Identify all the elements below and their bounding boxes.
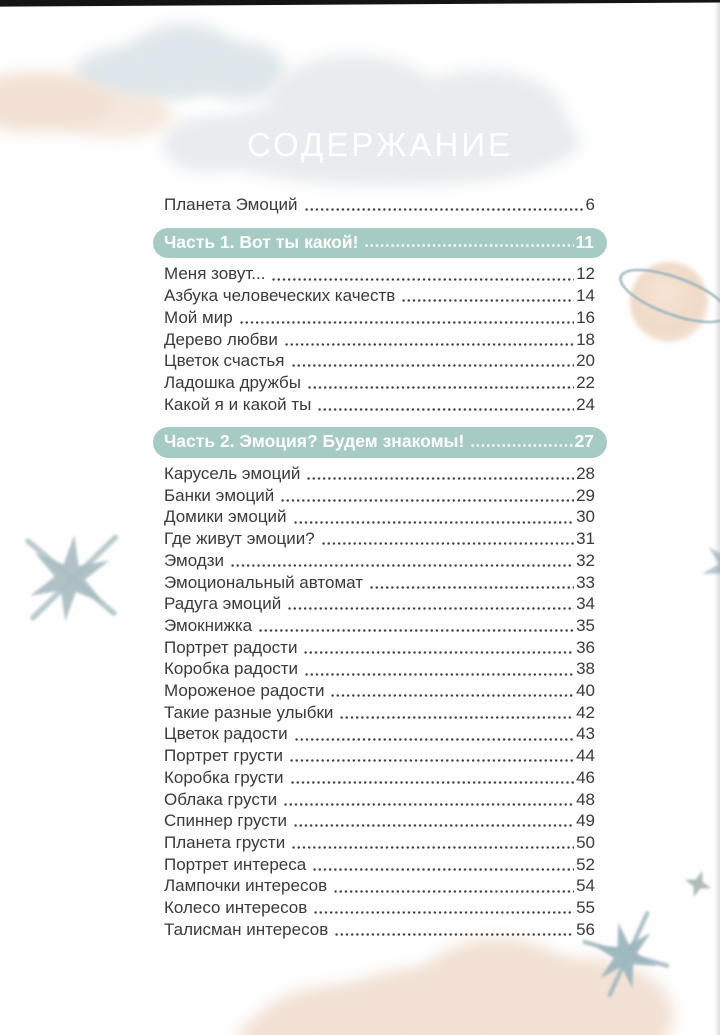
dot-leader	[339, 715, 574, 720]
toc-entry-label: Карусель эмоций	[164, 464, 301, 484]
toc-entry-page: 56	[576, 919, 595, 939]
toc-entry	[164, 528, 595, 550]
toc-entry-page: 20	[576, 351, 595, 371]
toc-entry	[164, 723, 595, 745]
toc-entry-label: Меня зовут...	[164, 264, 266, 284]
toc-entry-label: Какой я и какой ты	[164, 394, 312, 414]
dot-leader	[307, 385, 574, 390]
scan-edge-right	[714, 0, 720, 1035]
toc-entry-page: 14	[576, 286, 595, 306]
toc-part-header	[153, 228, 607, 259]
toc-entry	[164, 745, 595, 767]
toc-entry	[164, 615, 595, 637]
toc-entry-page: 24	[576, 394, 595, 414]
toc-entry-page: 50	[576, 832, 595, 852]
toc-entry-label: Спиннер грусти	[164, 811, 287, 831]
toc-entry-page: 34	[576, 594, 595, 614]
toc-entry-label: Талисман интересов	[164, 919, 329, 939]
dot-leader	[230, 563, 574, 568]
toc-entry	[164, 789, 595, 811]
toc-entry	[164, 767, 595, 789]
toc-entry-page: 52	[576, 854, 595, 874]
dot-leader	[258, 628, 574, 633]
toc-entry	[164, 919, 595, 941]
toc-entry	[164, 572, 595, 594]
dot-leader	[271, 277, 574, 282]
toc-entry-page: 30	[576, 507, 595, 527]
dot-leader	[401, 298, 574, 303]
toc-entry-page: 6	[585, 195, 595, 214]
toc-entry-label: Домики эмоций	[164, 507, 287, 527]
toc-entry	[164, 263, 595, 285]
dot-leader	[239, 320, 574, 325]
toc-entry-label: Где живут эмоции?	[164, 529, 315, 549]
dot-leader	[287, 606, 574, 611]
toc-entry	[164, 194, 595, 216]
toc-entry-page: 32	[576, 550, 595, 570]
dot-leader	[470, 443, 572, 448]
dot-leader	[313, 910, 574, 915]
dot-leader	[321, 541, 574, 546]
sparkle-icon	[684, 870, 712, 898]
toc-entry-page: 18	[576, 329, 595, 349]
toc-entry	[164, 593, 595, 615]
toc-entry-page: 46	[576, 767, 595, 787]
toc-entry-page: 29	[576, 485, 595, 505]
blue-star-left-icon	[16, 522, 124, 630]
toc-entry-label: Коробка грусти	[164, 767, 284, 787]
toc-entry-label: Эмодзи	[164, 550, 225, 570]
dot-leader	[304, 207, 584, 212]
toc-entry	[164, 350, 595, 372]
toc-entry	[164, 394, 595, 416]
dot-leader	[289, 758, 574, 763]
toc-entry-page: 27	[574, 431, 594, 452]
dot-leader	[334, 932, 574, 937]
toc-entry-page: 49	[576, 811, 595, 831]
dot-leader	[283, 802, 574, 807]
teal-star-bottom-right-icon	[583, 912, 667, 996]
toc-entry-label: Азбука человеческих качеств	[164, 286, 396, 306]
toc-entry	[164, 329, 595, 351]
scan-edge-top	[0, 0, 720, 7]
toc-entry-page: 44	[576, 746, 595, 766]
toc-entry-label: Дерево любви	[164, 329, 278, 349]
toc-entry	[164, 463, 595, 485]
toc-entry	[164, 658, 595, 680]
toc-entry-label: Портрет интереса	[164, 854, 307, 874]
page-title: СОДЕРЖАНИЕ	[246, 126, 514, 163]
toc-entry	[164, 680, 595, 702]
toc-entry	[164, 372, 595, 394]
toc-entry-label: Ладошка дружбы	[164, 372, 302, 392]
toc-entry-label: Часть 1. Вот ты какой!	[164, 231, 359, 252]
toc-entry-label: Колесо интересов	[164, 898, 308, 918]
dot-leader	[293, 520, 575, 525]
toc-entry-label: Портрет грусти	[164, 746, 283, 766]
toc-entry-label: Цветок радости	[164, 724, 288, 744]
dot-leader	[291, 363, 575, 368]
table-of-contents	[164, 194, 595, 941]
toc-entry-page: 43	[576, 724, 595, 744]
toc-entry-label: Мороженое радости	[164, 681, 325, 701]
toc-entry-label: Эмокнижка	[164, 615, 253, 635]
toc-entry-label: Цветок счастья	[164, 351, 285, 371]
toc-entry-page: 12	[576, 264, 595, 284]
toc-entry	[164, 307, 595, 329]
toc-entry	[164, 637, 595, 659]
toc-entry-page: 42	[576, 702, 595, 722]
toc-entry-page: 31	[576, 529, 595, 549]
toc-entry-page: 54	[576, 876, 595, 896]
toc-entry-page: 38	[576, 659, 595, 679]
toc-entry-label: Портрет радости	[164, 637, 298, 657]
toc-entry-page: 16	[576, 307, 595, 327]
toc-entry-label: Часть 2. Эмоция? Будем знакомы!	[164, 431, 465, 452]
toc-entry-page: 48	[576, 789, 595, 809]
dot-leader	[290, 780, 575, 785]
dot-leader	[294, 737, 574, 742]
toc-entry	[164, 854, 595, 876]
toc-entry	[164, 875, 595, 897]
toc-entry-label: Мой мир	[164, 307, 233, 327]
toc-entry	[164, 506, 595, 528]
toc-entry	[164, 285, 595, 307]
toc-entry-page: 11	[575, 231, 594, 252]
toc-entry-label: Облака грусти	[164, 789, 278, 809]
toc-entry	[164, 897, 595, 919]
toc-entry-label: Планета грусти	[164, 832, 286, 852]
toc-entry-label: Такие разные улыбки	[164, 702, 334, 722]
toc-entry-label: Банки эмоций	[164, 485, 275, 505]
toc-part-header	[153, 427, 607, 458]
dot-leader	[306, 476, 574, 481]
dot-leader	[364, 243, 573, 248]
dot-leader	[303, 650, 574, 655]
dot-leader	[312, 867, 574, 872]
toc-entry-page: 40	[576, 681, 595, 701]
toc-entry-page: 35	[576, 615, 595, 635]
dot-leader	[291, 845, 574, 850]
toc-entry	[164, 832, 595, 854]
toc-entry-label: Лампочки интересов	[164, 876, 328, 896]
dot-leader	[293, 823, 574, 828]
dot-leader	[369, 585, 574, 590]
toc-entry-label: Эмоциональный автомат	[164, 572, 364, 592]
dot-leader	[284, 342, 574, 347]
toc-entry-label: Радуга эмоций	[164, 594, 282, 614]
toc-entry	[164, 702, 595, 724]
dot-leader	[304, 672, 574, 677]
toc-entry	[164, 485, 595, 507]
toc-entry-label: Планета Эмоций	[164, 195, 298, 214]
toc-entry-label: Коробка радости	[164, 659, 299, 679]
dot-leader	[333, 889, 574, 894]
dot-leader	[280, 498, 574, 503]
toc-entry-page: 36	[576, 637, 595, 657]
toc-entry	[164, 810, 595, 832]
toc-entry-page: 28	[576, 464, 595, 484]
dot-leader	[330, 693, 574, 698]
toc-entry-page: 22	[576, 372, 595, 392]
dot-leader	[317, 407, 574, 412]
toc-entry-page: 33	[576, 572, 595, 592]
toc-entry	[164, 550, 595, 572]
toc-entry-page: 55	[576, 898, 595, 918]
